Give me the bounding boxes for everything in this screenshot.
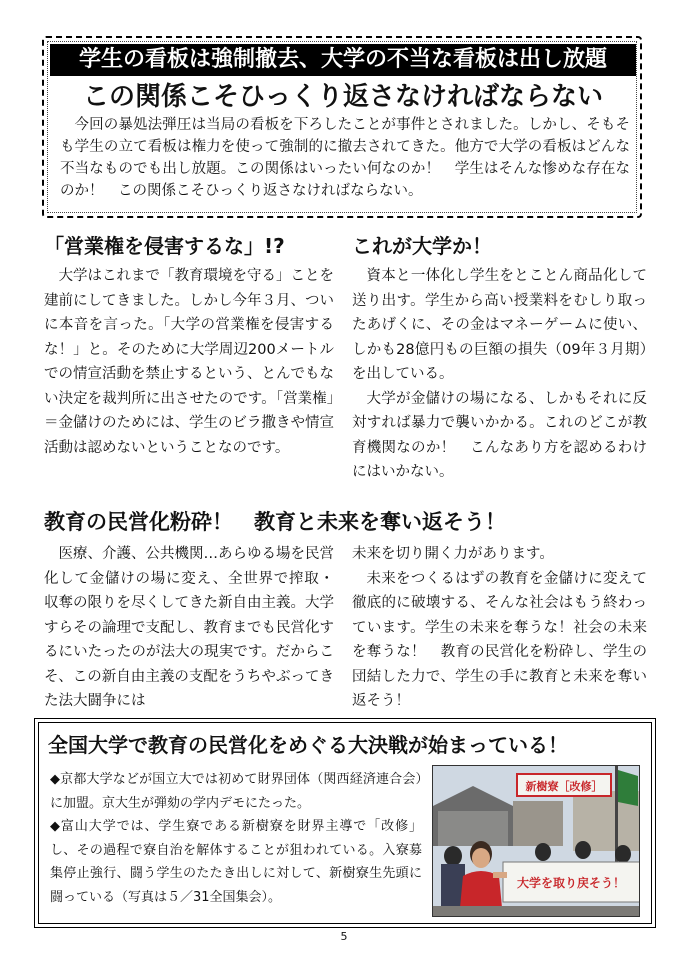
continued-line: 未来を切り開く力があります。 — [352, 546, 554, 562]
page-number: 5 — [340, 930, 348, 943]
headline-subtitle: この関係こそひっくり返さなければならない — [82, 82, 603, 112]
paragraph: 医療、介護、公共機関…あらゆる場を民営化して金儲けの場に変え、全世界で搾取・収奪の限りを尽くしてきた新自由主義。大学すらその論理で支配し、教育までも民営化するにいたったのが法大の現実です。だからこそ、この新自由主義の支配をうちやぶってきた法大闘争には — [44, 546, 334, 709]
section1-left-column — [44, 264, 334, 460]
section1-heading-left: 「営業権を侵害するな」!? — [44, 234, 285, 258]
section1-heading-right: これが大学か！ — [352, 234, 492, 258]
bottom-box-text — [50, 768, 422, 909]
section1-right-column — [352, 264, 647, 485]
photo-banner-text: 大学を取り戻そう！ — [516, 876, 626, 890]
section2-heading: 教育の民営化粉砕！ 教育と未来を奪い返そう！ — [44, 510, 506, 534]
bottom-box-title: 全国大学で教育の民営化をめぐる大決戦が始まっている！ — [48, 733, 568, 757]
paragraph: 未来をつくるはずの教育を金儲けに変えて徹底的に破壊する、そんな社会はもう終わっています。学生の未来を奪うな！社会の未来を奪うな！ 教育の民営化を粉砕し、学生の団結した力で、学生の手に教育と未来を奪い返そう！ — [352, 570, 647, 709]
headline-inverted: 学生の看板は強制撤去、大学の不当な看板は出し放題 — [50, 44, 636, 76]
section2-right-column — [352, 542, 647, 714]
section2-left-column — [44, 542, 334, 714]
demonstration-photo — [432, 765, 640, 917]
list-item: ◆富山大学では、学生寮である新樹寮を財界主導で「改修」し、その過程で寮自治を解体することが狙われている。入寮募集停止強行、闘う学生のたたき出しに対して、新樹寮生先頭に闘っている（写真は５／31全国集会）。 — [50, 819, 422, 905]
photo-sign-text: 新樹寮［改修］ — [525, 780, 603, 793]
paragraph: 資本と一体化し学生をとことん商品化して送り出す。学生から高い授業料をむしり取ったあげくに、その金はマネーゲームに使い、しかも28億円もの巨額の損失（09年３月期）を出している。 — [352, 268, 647, 382]
paragraph: 大学が金儲けの場になる、しかもそれに反対すれば暴力で襲いかかる。これのどこが教育機関なのか！ こんなあり方を認めるわけにはいかない。 — [352, 390, 647, 480]
paragraph: 大学はこれまで「教育環境を守る」ことを建前にしてきました。しかし今年３月、ついに本音を言った。「大学の営業権を侵害するな！」と。そのために大学周辺200メートルでの情宣活動を禁止するという、とんでもない決定を裁判所に出させたのです。「営業権」＝金儲けのためには、学生のビラ撒きや情宣活動は認めないということなのです。 — [44, 268, 334, 456]
list-item: ◆京都大学などが国立大では初めて財界団体（関西経済連合会）に加盟。京大生が弾劾の学内デモにたった。 — [50, 772, 422, 811]
top-body-text: 今回の暴処法弾圧は当局の看板を下ろしたことが事件とされました。しかし、そもそも学生の立て看板は権力を使って強制的に撤去されてきた。他方で大学の看板はどんな不当なものでも出し放題。この関係はいったい何なのか！ 学生はそんな惨めな存在なのか！ この関係こそひっくり返さなければならない。 — [60, 117, 630, 199]
